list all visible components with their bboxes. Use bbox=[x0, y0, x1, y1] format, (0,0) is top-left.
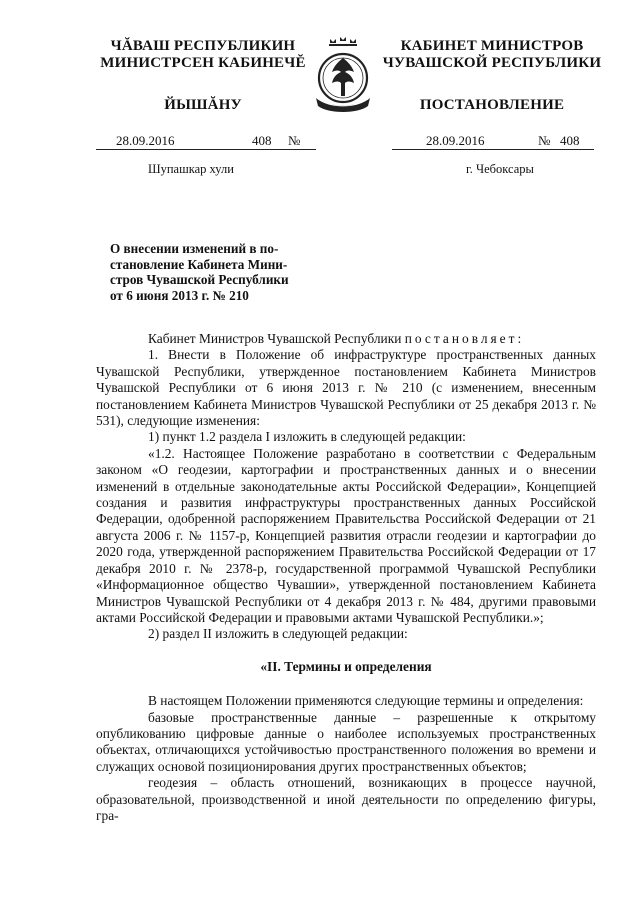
title-line: от 6 июня 2013 г. № 210 bbox=[110, 287, 249, 303]
place-left: Шупашкар хули bbox=[148, 162, 234, 176]
paragraph: 1) пункт 1.2 раздела I изложить в следующей редакции: bbox=[148, 429, 466, 445]
right-org-line1: КАБИНЕТ МИНИСТРОВ bbox=[400, 38, 584, 54]
title-line: О внесении изменений в по- bbox=[110, 241, 279, 256]
right-date-line bbox=[392, 133, 594, 150]
right-doctype: ПОСТАНОВЛЕНИЕ bbox=[419, 97, 565, 113]
document-body bbox=[96, 331, 596, 824]
right-org-line2: ЧУВАШСКОЙ РЕСПУБЛИКИ bbox=[382, 55, 602, 71]
paragraph: базовые пространственные данные – разрешенные к открытому опубликованию цифровые данные о наиболее используемых пространственных объектах, отличающихся устойчивостью пространственного положения во времени и служащих основой позиционирования других пространственных объектов; bbox=[96, 709, 596, 774]
right-date: 28.09.2016 bbox=[426, 133, 485, 148]
document-title bbox=[110, 241, 314, 303]
left-date-line bbox=[96, 133, 316, 150]
intro-prefix: Кабинет Министров Чувашской Республики bbox=[148, 331, 402, 346]
paragraph: 1. Внести в Положение об инфраструктуре пространственных данных Чувашской Республики, утвержденное постановлением Кабинета Министров Чувашской Республики от 6 июня 2013 г. № 210 (с изменением, внесенным постановлением Кабинета Министров Чувашской Республики от 25 декабря 2013 г. № 531), следующие изменения: bbox=[96, 347, 596, 429]
left-number: 408 bbox=[252, 133, 272, 148]
paragraph: 2) раздел II изложить в следующей редакции: bbox=[148, 626, 408, 642]
section-heading: «II. Термины и определения bbox=[260, 658, 432, 674]
header-right bbox=[380, 38, 604, 114]
right-number: 408 bbox=[560, 133, 580, 148]
left-org-line2: МИНИСТРСЕН КАБИНЕЧĔ bbox=[100, 55, 306, 71]
left-org-line1: ЧĂВАШ РЕСПУБЛИКИН bbox=[110, 38, 296, 54]
chuvash-emblem-icon bbox=[308, 36, 378, 116]
left-date: 28.09.2016 bbox=[116, 133, 175, 148]
paragraph: геодезия – область отношений, возникающих в процессе научной, образовательной, производственной и иной деятельности по определению фигуры, гра- bbox=[96, 775, 596, 823]
header-left bbox=[92, 38, 314, 114]
paragraph: В настоящем Положении применяются следующие термины и определения: bbox=[148, 693, 584, 709]
intro-paragraph bbox=[96, 331, 596, 347]
left-doctype: ЙЫШĂНУ bbox=[164, 97, 242, 113]
title-line: стров Чувашской Республики bbox=[110, 272, 289, 287]
paragraph: «1.2. Настоящее Положение разработано в соответствии с Федеральным законом «О геодезии, картографии и пространственных данных и о внесении изменений в отдельные законодательные акты Российской Федерации», Концепцией создания и развития инфраструктуры пространственных данных Российской Федерации, одобренной распоряжением Правительства Российской Федерации от 21 августа 2006 г. № 1157-р, Концепцией развития отрасли геодезии и картографии до 2020 года, утвержденной распоряжением Правительства Российской Федерации от 17 декабря 2010 г. № 2378-р, государственной программой Чувашской Республики «Информационное общество Чувашии», утвержденной постановлением Кабинета Министров Чувашской Республики от 4 декабря 2013 г. № 484, другими правовыми актами Российской Федерации и правовыми актами Чувашской Республики.»; bbox=[96, 445, 596, 625]
place-right: г. Чебоксары bbox=[466, 162, 534, 176]
intro-decree-word: постановляет: bbox=[404, 331, 525, 346]
title-line: становление Кабинета Мини- bbox=[110, 256, 288, 272]
right-number-sign: № bbox=[538, 133, 551, 148]
left-number-sign: № bbox=[288, 133, 301, 148]
